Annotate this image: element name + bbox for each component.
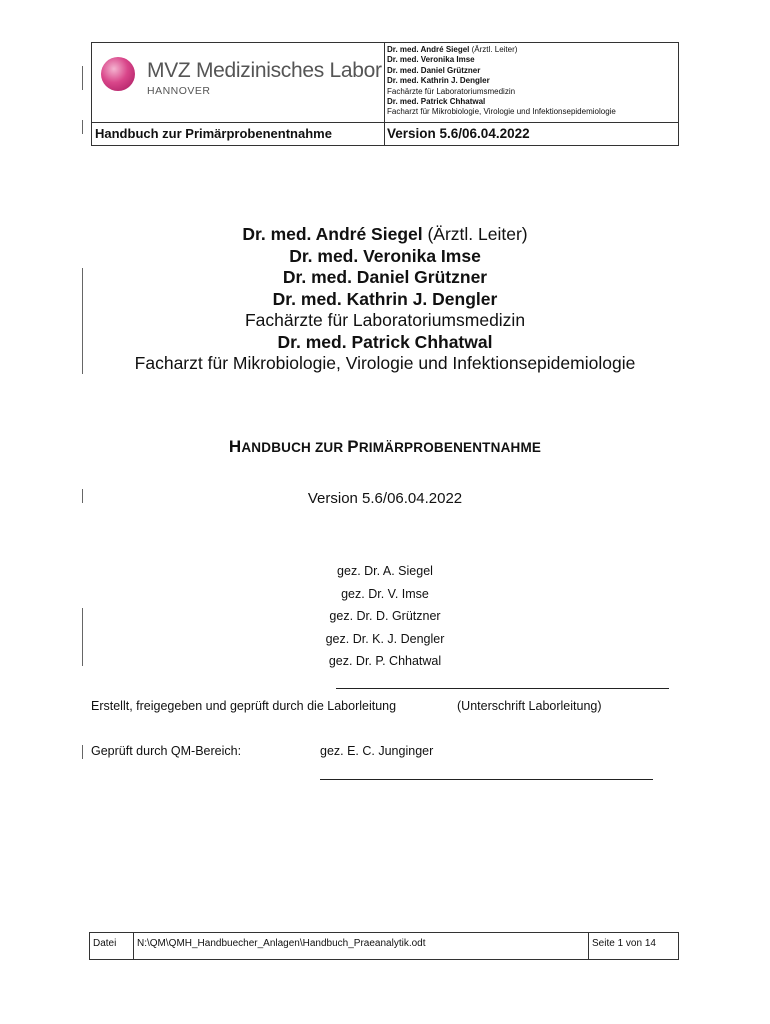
signature-list: [275, 560, 495, 673]
signature-line: gez. Dr. D. Grützner: [329, 609, 441, 623]
body-name-line: Dr. med. Veronika Imse: [289, 245, 481, 266]
body-names: [0, 224, 770, 375]
footer-label: Datei: [90, 933, 134, 960]
signature-line: gez. Dr. V. Imse: [341, 586, 429, 601]
logo-name: MVZ Medizinisches Labor: [147, 59, 382, 82]
change-bar: [82, 66, 83, 90]
header-name-line: Facharzt für Mikrobiologie, Virologie und Infektionsepidemiologie: [387, 107, 616, 117]
qm-label: Geprüft durch QM-Bereich:: [91, 744, 242, 758]
document-version: Version 5.6/06.04.2022: [307, 490, 463, 507]
change-bar: [82, 745, 83, 759]
approval-signature-rule: [336, 688, 669, 689]
header-name-line: Dr. med. Kathrin J. Dengler: [387, 76, 490, 86]
header-name-line: Dr. med. Patrick Chhatwal: [387, 97, 486, 107]
body-name-line: Fachärzte für Laboratoriumsmedizin: [244, 310, 526, 330]
header-name-line: Dr. med. Daniel Grützner: [387, 65, 481, 75]
header-name-line: Dr. med. Veronika Imse: [387, 55, 475, 65]
signature-line: gez. Dr. P. Chhatwal: [328, 654, 442, 668]
body-name-line: Dr. med. Daniel Grützner: [282, 267, 488, 287]
header-name-line: Dr. med. André Siegel (Ärztl. Leiter): [387, 45, 518, 54]
body-name-line: Dr. med. Patrick Chhatwal: [277, 331, 493, 352]
logo-cell: [92, 43, 385, 123]
signature-line: gez. Dr. A. Siegel: [337, 564, 433, 578]
qm-signature-rule: [320, 779, 653, 780]
approval-label: Erstellt, freigegeben und geprüft durch die Laborleitung: [91, 699, 397, 713]
header-doc-title: Handbuch zur Primärprobenentnahme: [92, 122, 385, 145]
header-version: Version 5.6/06.04.2022: [385, 122, 679, 145]
footer-table: [89, 932, 679, 960]
body-name-line: Dr. med. André Siegel (Ärztl. Leiter): [242, 224, 528, 244]
header-name-line: Fachärzte für Laboratoriumsmedizin: [387, 86, 516, 96]
document-title: HANDBUCH ZUR PRIMÄRPROBENENTNAHME: [228, 437, 542, 456]
footer-page-number: Seite 1 von 14: [589, 933, 679, 960]
qm-signature: gez. E. C. Junginger: [320, 744, 434, 758]
logo-city: HANNOVER: [147, 85, 211, 97]
header-names: [385, 43, 679, 123]
change-bar: [82, 608, 83, 666]
footer-file-path: N:\QM\QMH_Handbuecher_Anlagen\Handbuch_Praeanalytik.odt: [134, 933, 589, 960]
approval-signature-caption: (Unterschrift Laborleitung): [457, 699, 602, 713]
header-table: [91, 42, 679, 146]
lab-logo-icon: [101, 57, 135, 91]
body-name-line: Facharzt für Mikrobiologie, Virologie und Infektionsepidemiologie: [134, 353, 636, 373]
body-name-line: Dr. med. Kathrin J. Dengler: [272, 288, 498, 309]
change-bar: [82, 120, 83, 134]
signature-line: gez. Dr. K. J. Dengler: [325, 631, 445, 646]
